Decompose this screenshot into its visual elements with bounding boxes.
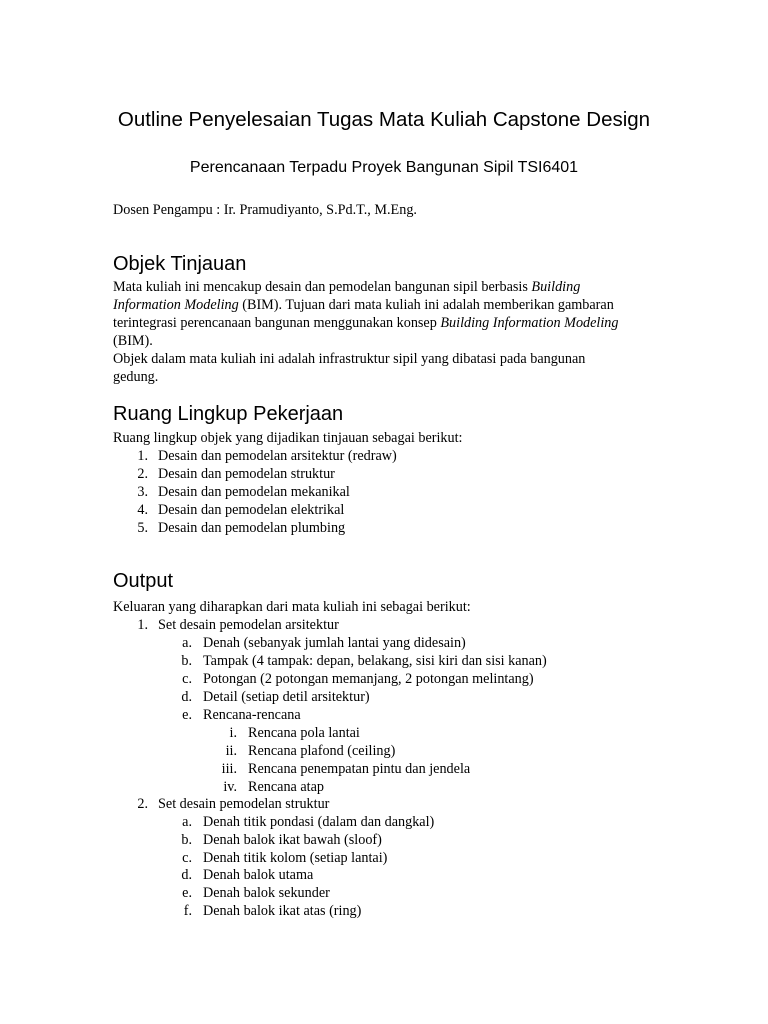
list-item: Desain dan pemodelan elektrikal <box>158 502 345 518</box>
list-number: 1. <box>137 617 148 633</box>
list-item: Set desain pemodelan struktur <box>158 796 330 812</box>
list-item: Rencana-rencana <box>203 707 301 723</box>
section-heading-objek: Objek Tinjauan <box>113 253 247 275</box>
list-number: 2. <box>137 796 148 812</box>
list-item: Rencana plafond (ceiling) <box>248 743 396 759</box>
list-item: Denah (sebanyak jumlah lantai yang didesain) <box>203 635 466 651</box>
list-roman: i. <box>229 725 237 741</box>
objek-paragraph-line-2: Information Modeling (BIM). Tujuan dari mata kuliah ini adalah memberikan gambaran <box>113 297 614 313</box>
list-letter: c. <box>182 671 192 687</box>
list-number: 2. <box>137 466 148 482</box>
list-roman: iii. <box>221 761 237 777</box>
list-item: Denah balok ikat atas (ring) <box>203 903 362 919</box>
list-letter: e. <box>182 707 192 723</box>
list-letter: c. <box>182 850 192 866</box>
list-roman: iv. <box>223 779 237 795</box>
list-item: Rencana penempatan pintu dan jendela <box>248 761 471 777</box>
objek-paragraph2-line-2: gedung. <box>113 369 159 385</box>
list-letter: a. <box>182 635 192 651</box>
list-number: 5. <box>137 520 148 536</box>
objek-paragraph-line-1: Mata kuliah ini mencakup desain dan pemodelan bangunan sipil berbasis Building <box>113 279 581 295</box>
list-item: Desain dan pemodelan struktur <box>158 466 335 482</box>
list-letter: f. <box>183 903 192 919</box>
section-heading-ruang-lingkup: Ruang Lingkup Pekerjaan <box>113 403 344 425</box>
document-subtitle: Perencanaan Terpadu Proyek Bangunan Sipil TSI6401 <box>189 159 579 176</box>
list-item: Set desain pemodelan arsitektur <box>158 617 339 633</box>
list-item: Potongan (2 potongan memanjang, 2 potongan melintang) <box>203 671 534 687</box>
list-item: Rencana pola lantai <box>248 725 360 741</box>
list-item: Denah balok sekunder <box>203 885 330 901</box>
ruang-intro: Ruang lingkup objek yang dijadikan tinjauan sebagai berikut: <box>113 430 463 446</box>
list-letter: b. <box>181 832 192 848</box>
objek-paragraph2-line-1: Objek dalam mata kuliah ini adalah infrastruktur sipil yang dibatasi pada bangunan <box>113 351 586 367</box>
section-heading-output: Output <box>113 570 174 592</box>
lecturer-line: Dosen Pengampu : Ir. Pramudiyanto, S.Pd.T., M.Eng. <box>113 202 417 218</box>
list-item: Desain dan pemodelan arsitektur (redraw) <box>158 448 397 464</box>
objek-paragraph-line-3: terintegrasi perencanaan bangunan menggunakan konsep Building Information Modeling <box>113 315 619 331</box>
list-letter: a. <box>182 814 192 830</box>
list-item: Denah titik kolom (setiap lantai) <box>203 850 388 866</box>
list-letter: e. <box>182 885 192 901</box>
list-item: Desain dan pemodelan plumbing <box>158 520 346 536</box>
list-number: 3. <box>137 484 148 500</box>
list-item: Rencana atap <box>248 779 325 795</box>
list-item: Desain dan pemodelan mekanikal <box>158 484 350 500</box>
list-item: Denah balok utama <box>203 867 314 883</box>
objek-paragraph-line-4: (BIM). <box>113 333 153 349</box>
list-number: 4. <box>137 502 148 518</box>
list-item: Detail (setiap detil arsitektur) <box>203 689 370 705</box>
list-item: Tampak (4 tampak: depan, belakang, sisi kiri dan sisi kanan) <box>203 653 547 669</box>
list-letter: d. <box>181 689 192 705</box>
list-letter: b. <box>181 653 192 669</box>
list-roman: ii. <box>225 743 237 759</box>
list-number: 1. <box>137 448 148 464</box>
document-title: Outline Penyelesaian Tugas Mata Kuliah Capstone Design <box>117 108 651 131</box>
list-letter: d. <box>181 867 192 883</box>
list-item: Denah titik pondasi (dalam dan dangkal) <box>203 814 435 830</box>
list-item: Denah balok ikat bawah (sloof) <box>203 832 382 848</box>
output-intro: Keluaran yang diharapkan dari mata kuliah ini sebagai berikut: <box>113 599 471 615</box>
